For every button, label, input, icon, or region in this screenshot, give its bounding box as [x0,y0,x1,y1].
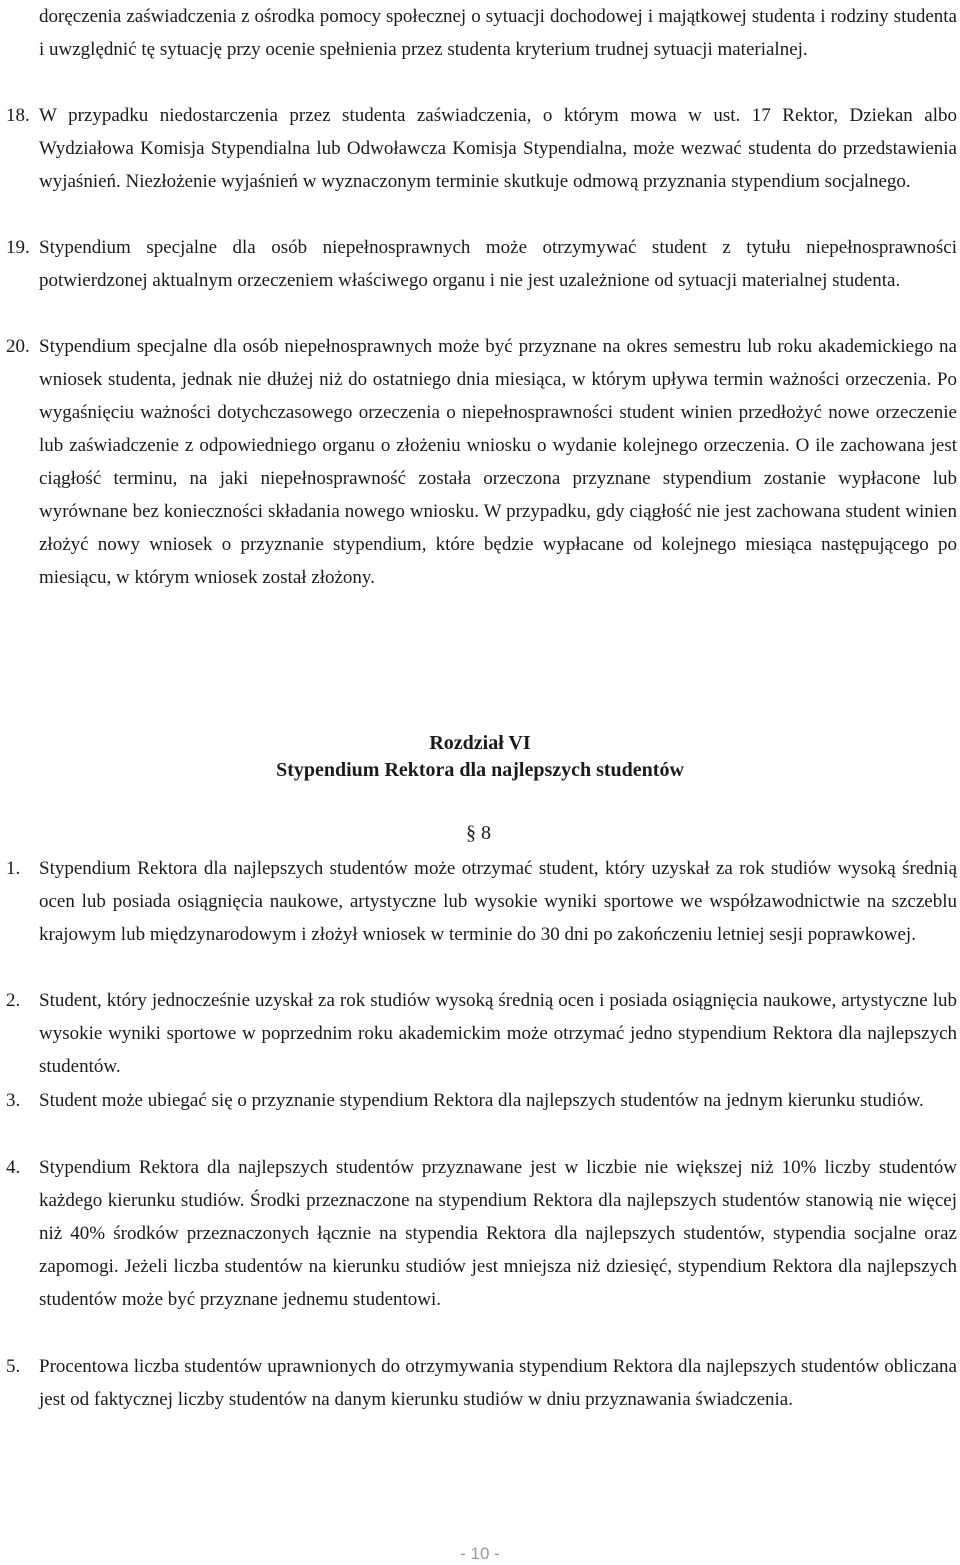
item-number: 19. [6,237,30,258]
item-text: Stypendium specjalne dla osób niepełnosprawnych może otrzymywać student z tytułu niepełnosprawności potwierdzonej aktualnym orzeczeniem właściwego organu i nie jest uzależnione od sytuacji materialnej studenta. [39,237,957,291]
item-number: 3. [6,1090,21,1111]
list-item-18 [0,99,957,198]
continuation-paragraph: doręczenia zaświadczenia z ośrodka pomocy społecznej o sytuacji dochodowej i majątkowej studenta i rodziny studenta i uwzględnić tę sytuację przy ocenie spełnienia przez studenta kryterium trudnej sytuacji materialnej. [39,6,957,60]
item-number: 2. [6,990,21,1011]
item-text: Student może ubiegać się o przyznanie stypendium Rektora dla najlepszych studentów na jednym kierunku studiów. [39,1090,924,1111]
chapter-subtitle: Stypendium Rektora dla najlepszych studentów [276,759,684,781]
list-item-5 [0,1350,957,1416]
list-item-2 [0,984,957,1083]
item-number: 20. [6,336,30,357]
page-number: - 10 - [460,1544,500,1563]
item-text: Stypendium specjalne dla osób niepełnosprawnych może być przyznane na okres semestru lub roku akademickiego na wniosek studenta, jednak nie dłużej niż do ostatniego dnia miesiąca, w którym upływa termin ważności orzeczenia. Po wygaśnięciu ważności dotychczasowego orzeczenia o niepełnosprawności student winien przedłożyć nowe orzeczenie lub zaświadczenie z odpowiedniego organu o złożeniu wniosku o wydanie kolejnego orzeczenia. O ile zachowana jest ciągłość terminu, na jaki niepełnosprawność została orzeczona przyznane stypendium zostanie wypłacone lub wyrównane bez konieczności składania nowego wniosku. W przypadku, gdy ciągłość nie jest zachowana student winien złożyć nowy wniosek o przyznanie stypendium, które będzie wypłacane od kolejnego miesiąca następującego po miesiącu, w którym wniosek został złożony. [39,336,957,588]
chapter-title: Rozdział VI [429,732,531,754]
item-text: Procentowa liczba studentów uprawnionych do otrzymywania stypendium Rektora dla najlepszych studentów obliczana jest od faktycznej liczby studentów na danym kierunku studiów w dniu przyznawania świadczenia. [39,1356,957,1410]
item-number: 1. [6,858,21,879]
list-item-1 [0,852,957,951]
item-number: 5. [6,1356,21,1377]
list-item-19 [0,231,957,297]
item-text: W przypadku niedostarczenia przez studenta zaświadczenia, o którym mowa w ust. 17 Rektor, Dziekan albo Wydziałowa Komisja Stypendialna lub Odwoławcza Komisja Stypendialna, może wezwać studenta do przedstawienia wyjaśnień. Niezłożenie wyjaśnień w wyznaczonym terminie skutkuje odmową przyznania stypendium socjalnego. [39,105,957,192]
section-mark: § 8 [466,822,491,844]
item-text: Stypendium Rektora dla najlepszych studentów przyznawane jest w liczbie nie większej niż 10% liczby studentów każdego kierunku studiów. Środki przeznaczone na stypendium Rektora dla najlepszych studentów stanowią nie więcej niż 40% środków przeznaczonych łącznie na stypendia Rektora dla najlepszych studentów, stypendia socjalne oraz zapomogi. Jeżeli liczba studentów na kierunku studiów jest mniejsza niż dziesięć, stypendium Rektora dla najlepszych studentów może być przyznane jednemu studentowi. [39,1157,957,1310]
item-number: 4. [6,1157,21,1178]
item-text: Student, który jednocześnie uzyskał za rok studiów wysoką średnią ocen i posiada osiągnięcia naukowe, artystyczne lub wysokie wyniki sportowe w poprzednim roku akademickim może otrzymać jedno stypendium Rektora dla najlepszych studentów. [39,990,957,1077]
list-item-4 [0,1151,957,1316]
item-text: Stypendium Rektora dla najlepszych studentów może otrzymać student, który uzyskał za rok studiów wysoką średnią ocen lub posiada osiągnięcia naukowe, artystyczne lub wysokie wyniki sportowe we współzawodnictwie na szczeblu krajowym lub międzynarodowym i złożył wniosek w terminie do 30 dni po zakończeniu letniej sesji poprawkowej. [39,858,957,945]
item-number: 18. [6,105,30,126]
list-item-3 [0,1084,957,1117]
list-item-20 [0,330,957,594]
